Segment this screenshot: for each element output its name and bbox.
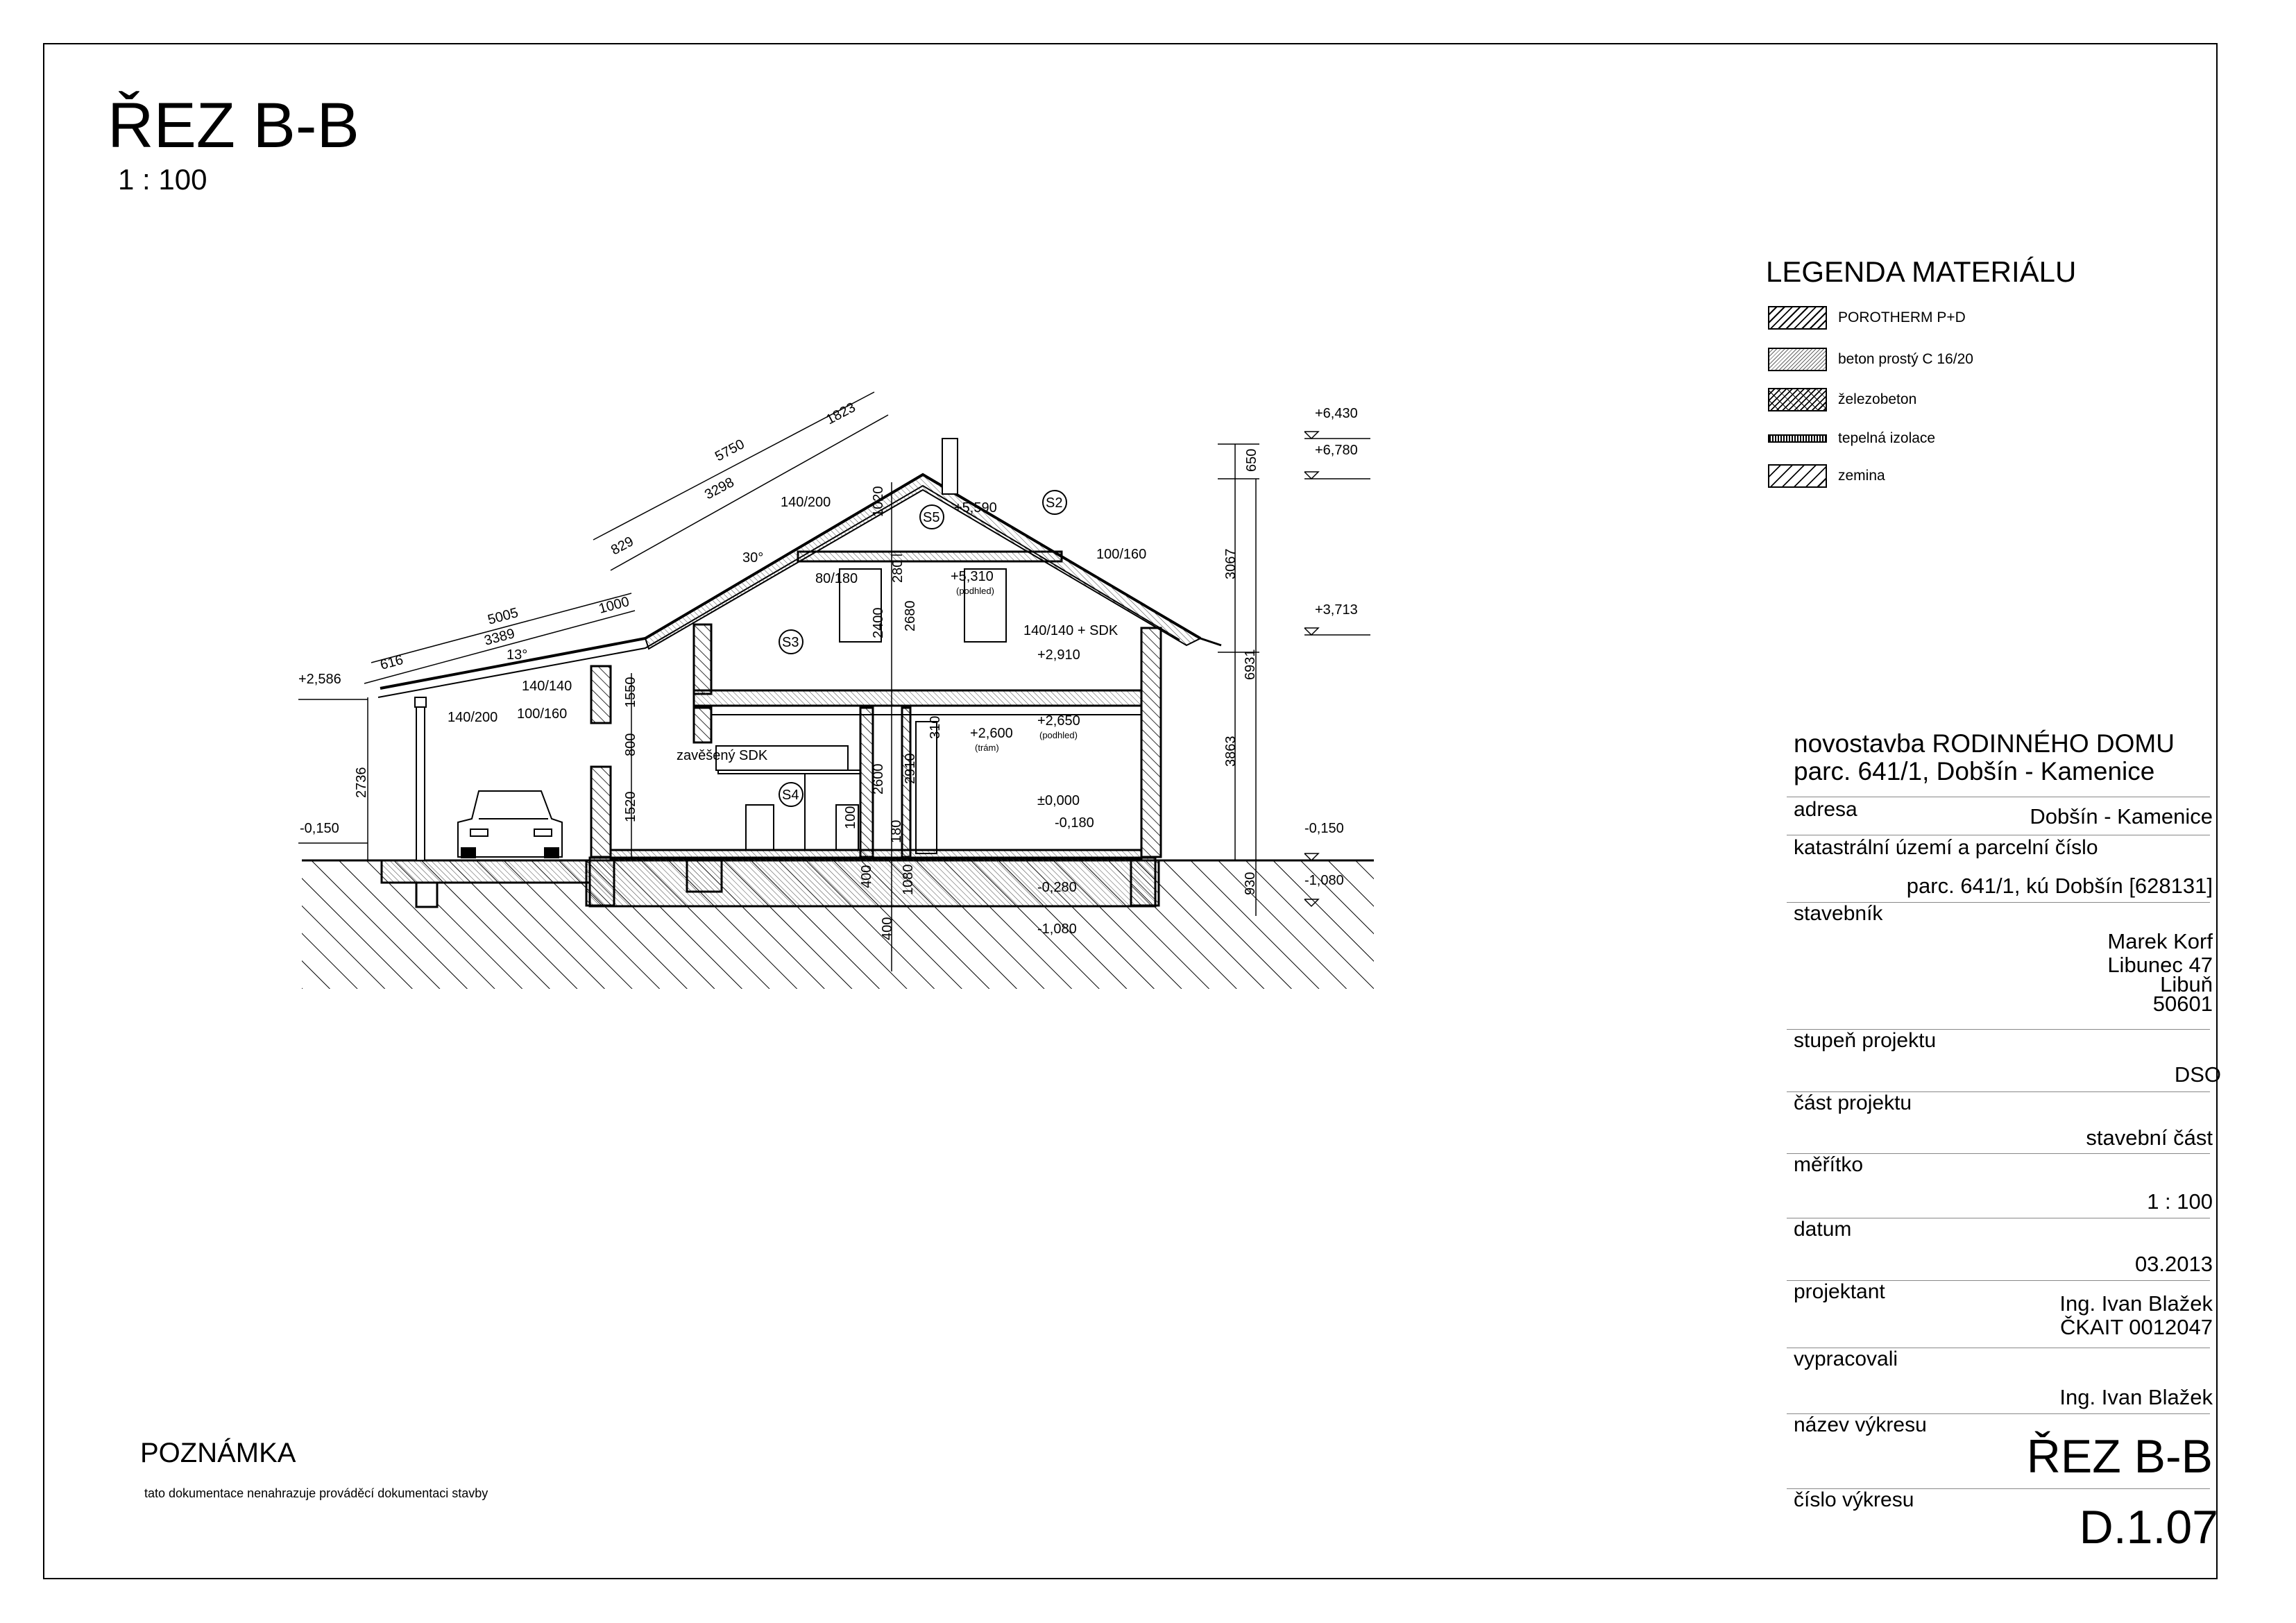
builder-block <box>2107 930 2213 1016</box>
vdim-1080: 1080 <box>901 864 916 895</box>
level-1080-right: -1,080 <box>1304 873 1344 888</box>
vdim-2400: 2400 <box>871 607 886 638</box>
level-markers <box>298 432 1370 906</box>
dim-616: 616 <box>378 652 405 673</box>
level-5310: +5,310 <box>951 569 994 584</box>
dim-1823: 1823 <box>824 400 858 428</box>
builder-name: Marek Korf <box>2107 929 2213 953</box>
vdim-1020: 1020 <box>871 486 886 517</box>
designer-id: ČKAIT 0012047 <box>2059 1315 2213 1339</box>
dim-3298: 3298 <box>702 475 737 503</box>
drawing-name-label: název výkresu <box>1794 1413 1927 1436</box>
scale-label: měřítko <box>1794 1153 1864 1176</box>
level-0280: -0,280 <box>1037 880 1077 895</box>
scale-value: 1 : 100 <box>2147 1189 2213 1214</box>
house-walls <box>591 552 1161 858</box>
legend-item-izolace: tepelná izolace <box>1768 426 1935 451</box>
profile-100-160: 100/160 <box>517 706 568 722</box>
prepared-value: Ing. Ivan Blažek <box>2059 1385 2213 1409</box>
note-podhled-top: (podhled) <box>956 586 994 596</box>
vdim-2600: 2600 <box>871 763 886 794</box>
vdim-3863: 3863 <box>1223 736 1239 767</box>
vdim-280: 280 <box>890 559 905 583</box>
level-6780: +6,780 <box>1315 443 1358 458</box>
cadastre-label: katastrální území a parcelní číslo <box>1794 836 2098 859</box>
dim-3389: 3389 <box>482 626 517 649</box>
note-title: POZNÁMKA <box>140 1438 296 1468</box>
profile-140-200-top: 140/200 <box>781 495 831 510</box>
car-icon <box>458 791 562 858</box>
legend-item-zelezobeton: železobeton <box>1768 387 1916 412</box>
tag-s5: S5 <box>923 510 940 525</box>
date-label: datum <box>1794 1218 1852 1241</box>
date-value: 03.2013 <box>2134 1252 2213 1276</box>
drawing-no-label: číslo výkresu <box>1794 1488 1914 1511</box>
stage-label: stupeň projektu <box>1794 1029 1937 1052</box>
project-title <box>1794 730 2175 785</box>
project-line2: parc. 641/1, Dobšín - Kamenice <box>1794 757 2155 785</box>
level-2910: +2,910 <box>1037 647 1080 663</box>
label-sdk: zavěšený SDK <box>677 748 768 763</box>
builder-street: Libunec 47 <box>2107 953 2213 977</box>
builder-label: stavebník <box>1794 902 1883 925</box>
dim-5005: 5005 <box>486 605 520 628</box>
part-label: část projektu <box>1794 1091 1912 1114</box>
vdim-800: 800 <box>623 733 638 756</box>
level-1080: -1,080 <box>1037 921 1077 937</box>
legend-item-zemina: zemina <box>1768 464 1885 488</box>
vdim-2736: 2736 <box>354 767 369 798</box>
vdim-400-bottom: 400 <box>880 917 895 940</box>
designer-block <box>2059 1292 2213 1339</box>
cadastre-value: parc. 641/1, kú Dobšín [628131] <box>1906 874 2213 898</box>
note-podhled: (podhled) <box>1039 730 1078 740</box>
level-2650: +2,650 <box>1037 713 1080 729</box>
level-0180: -0,180 <box>1055 815 1094 831</box>
vdim-180: 180 <box>889 819 904 843</box>
stage-value: DSO <box>2174 1062 2221 1087</box>
designer-name: Ing. Ivan Blažek <box>2059 1291 2213 1316</box>
tag-s4: S4 <box>782 788 799 803</box>
vdim-310: 310 <box>928 715 943 739</box>
part-value: stavební část <box>2086 1125 2213 1150</box>
drawing-name-value: ŘEZ B-B <box>2026 1430 2213 1483</box>
note-text: tato dokumentace nenahrazuje prováděcí dokumentaci stavby <box>144 1486 488 1500</box>
dim-829: 829 <box>609 534 636 559</box>
builder-city: Libuň <box>2160 972 2213 996</box>
legend-title: LEGENDA MATERIÁLU <box>1766 255 2077 288</box>
project-line1: novostavba RODINNÉHO DOMU <box>1794 729 2175 758</box>
angle-13: 13° <box>507 647 528 663</box>
angle-30: 30° <box>742 550 764 566</box>
level-0150-right: -0,150 <box>1304 821 1344 836</box>
vdim-2910: 2910 <box>903 753 918 784</box>
profile-140-200: 140/200 <box>448 710 498 725</box>
vdim-3067: 3067 <box>1223 548 1239 579</box>
drawing-title: ŘEZ B-B <box>108 90 359 161</box>
address-label: adresa <box>1794 798 1857 821</box>
level-3713: +3,713 <box>1315 602 1358 618</box>
dim-1000: 1000 <box>597 594 631 617</box>
vdim-100: 100 <box>843 806 858 829</box>
vdim-400-top: 400 <box>859 865 874 888</box>
vdim-1550: 1550 <box>623 677 638 708</box>
vdim-650: 650 <box>1244 448 1259 472</box>
legend-item-porotherm: POROTHERM P+D <box>1768 305 1966 330</box>
vdim-6931: 6931 <box>1243 649 1258 680</box>
address-value: Dobšín - Kamenice <box>2030 804 2213 829</box>
legend-item-beton: beton prostý C 16/20 <box>1768 347 1973 372</box>
drawing-scale: 1 : 100 <box>118 163 207 196</box>
tag-s2: S2 <box>1046 495 1063 511</box>
vdim-930: 930 <box>1243 872 1258 895</box>
level-2586: +2,586 <box>298 672 341 687</box>
vdim-2680: 2680 <box>903 600 918 631</box>
level-2600: +2,600 <box>970 726 1013 741</box>
level-0150-left: -0,150 <box>300 821 339 836</box>
tag-s3: S3 <box>782 635 799 650</box>
note-tram: (trám) <box>975 742 999 753</box>
level-0000: ±0,000 <box>1037 793 1080 808</box>
level-5590: +5,590 <box>954 500 997 516</box>
profile-140-140-sdk: 140/140 + SDK <box>1023 623 1119 638</box>
dim-5750: 5750 <box>713 436 747 465</box>
drawing-no-value: D.1.07 <box>2079 1501 2218 1554</box>
builder-zip: 50601 <box>2152 992 2213 1016</box>
level-6430: +6,430 <box>1315 406 1358 421</box>
designer-label: projektant <box>1794 1280 1885 1303</box>
prepared-label: vypracovali <box>1794 1348 1898 1370</box>
profile-140-140: 140/140 <box>522 679 572 694</box>
profile-100-160-right: 100/160 <box>1096 547 1147 562</box>
vdim-1520: 1520 <box>623 791 638 822</box>
profile-80-180: 80/180 <box>815 571 858 586</box>
